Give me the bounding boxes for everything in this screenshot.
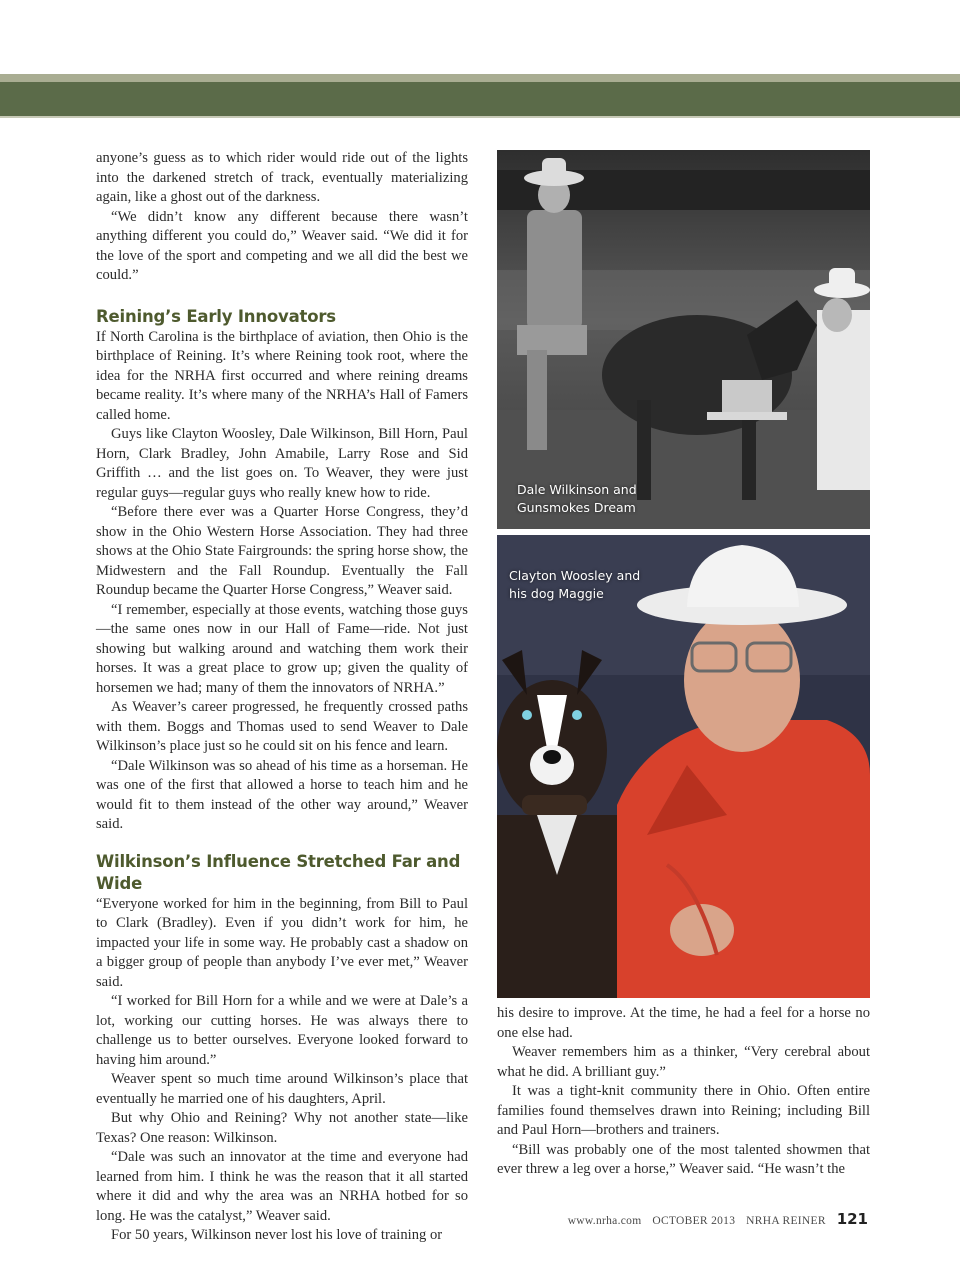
paragraph: If North Carolina is the birthplace of aviation, then Ohio is the birthplace of Reining. It’s where Reining took root, where the idea for the NRHA first occurred and where reining dreams became reality. It’s where many of the NRHA’s Hall of Famers called home. [96, 328, 468, 423]
footer-issue-date: OCTOBER 2013 [652, 1215, 736, 1227]
paragraph: “Dale Wilkinson was so ahead of his time as a horseman. He was one of the first that allowed a horse to teach him and he would fit to them instead of the other way around,” Weaver said. [96, 757, 468, 832]
paragraph: “We didn’t know any different because there wasn’t anything different you could do,” Weaver said. “We did it for the love of the sport and competing and we all did the best we could.” [96, 208, 468, 283]
photo-1-illustration [497, 150, 870, 529]
paragraph: Weaver remembers him as a thinker, “Very cerebral about what he did. A brilliant guy.” [497, 1044, 870, 1080]
paragraph: “Everyone worked for him in the beginning, from Bill to Paul to Clark (Bradley). Even if you didn’t work for him, he impacted your life in some way. He probably cast a shadow on a bigger group of people than anybody I’ve ever met,” Weaver said. [96, 895, 468, 990]
paragraph: For 50 years, Wilkinson never lost his love of training or [111, 1227, 443, 1243]
paragraph: anyone’s guess as to which rider would ride out of the lights into the darkened stretch of track, eventually materializing again, like a ghost out of the darkness. [96, 150, 468, 205]
page-number: 121 [836, 1210, 868, 1228]
paragraph: Weaver spent so much time around Wilkinson’s place that eventually he married one of his daughters, April. [96, 1071, 468, 1107]
paragraph: But why Ohio and Reining? Why not another state—like Texas? One reason: Wilkinson. [96, 1110, 468, 1146]
article-right-column [497, 1004, 870, 1180]
footer-magazine-name: NRHA REINER [746, 1215, 826, 1227]
photo-caption: Clayton Woosley and his dog Maggie [509, 568, 641, 601]
section-heading: Reining’s Early Innovators [96, 306, 336, 326]
paragraph: “I worked for Bill Horn for a while and we were at Dale’s a lot, working our cutting horses. He was always there to challenge us to better ourselves. Everyone looked forward to having him around.” [96, 993, 468, 1068]
paragraph: “Dale was such an innovator at the time and everyone had learned from him. I think he was the reason that it all started where it did and why the area was an NRHA hotbed for so long. He was the catalyst,” Weaver said. [96, 1149, 468, 1224]
paragraph: As Weaver’s career progressed, he frequently crossed paths with them. Boggs and Thomas used to send Weaver to Dale Wilkinson’s place just so he could sit on his fence and learn. [96, 699, 468, 754]
page-footer [560, 1210, 868, 1228]
photo-dale-wilkinson [497, 150, 870, 529]
paragraph: “I remember, especially at those events, watching those guys—the same ones now in our Hall of Fame—ride. Not just showing but walking around and watching them work their horses. It was a great place to grow up; given the quality of horsemen we had; many of them the innovators of NRHA.” [96, 601, 468, 696]
header-band [0, 82, 960, 116]
article-left-column [96, 149, 468, 1246]
photo-caption: Dale Wilkinson and Gunsmokes Dream [517, 482, 637, 515]
paragraph: “Bill was probably one of the most talented showmen that ever threw a leg over a horse,” Weaver said. “He wasn’t the [497, 1141, 870, 1177]
photo-clayton-woosley [497, 535, 870, 998]
photo-2-illustration [497, 535, 870, 998]
section-heading: Wilkinson’s Influence Stretched Far and Wide [96, 851, 461, 893]
footer-website: www.nrha.com [567, 1215, 642, 1227]
paragraph: Guys like Clayton Woosley, Dale Wilkinson, Bill Horn, Paul Horn, Clark Bradley, John Amabile, Larry Rose and Sid Griffith … and the list goes on. To Weaver, they were just regular guys—regular guys who really knew how to ride. [96, 426, 468, 501]
header-band-rule [0, 116, 960, 118]
header-band-light [0, 74, 960, 82]
paragraph: his desire to improve. At the time, he had a feel for a horse no one else had. [497, 1005, 870, 1041]
paragraph: It was a tight-knit community there in Ohio. Often entire families found themselves drawn into Reining; including Bill and Paul Horn—brothers and trainers. [497, 1083, 870, 1138]
paragraph: “Before there ever was a Quarter Horse Congress, they’d show in the Ohio Western Horse Association. They had three shows at the Ohio State Fairgrounds: the spring horse show, the Midwestern and the Fall Roundup. Eventually the Fall Roundup became the Quarter Horse Congress,” Weaver said. [96, 504, 468, 598]
